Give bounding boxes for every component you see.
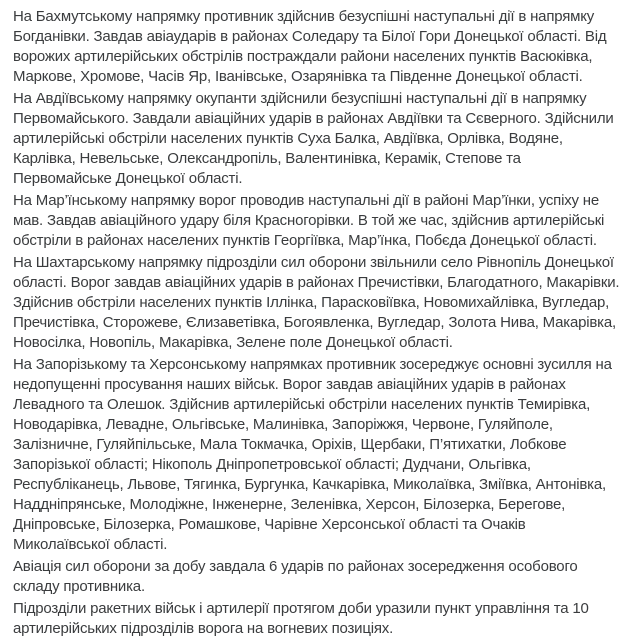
report-paragraph-aviation: Авіація сил оборони за добу завдала 6 ударів по районах зосередження особового складу противника. (13, 558, 578, 595)
report-paragraph-shakhtarsk: На Шахтарському напрямку підрозділи сил оборони звільнили село Рівнопіль Донецької області. Ворог завдав авіаційних ударів в районах Пречистівки, Благодатного, Макарівки. Здійснив обстріли населених пунктів Іллінка, Парасковіївка, Новомихайлівка, Вугледар, Пречистівка, Сторожеве, Єлизаветівка, Богоявленка, Вугледар, Золота Нива, Макарівка, Новосілка, Новопіль, Макарівка, Зелене поле Донецької області. (13, 254, 620, 351)
report-paragraph-missile-artillery: Підрозділи ракетних військ і артилерії протягом доби уразили пункт управління та 10 артилерійських підрозділів ворога на вогневих позиціях. (13, 600, 589, 637)
report-paragraph-zaporizhzhia-kherson: На Запорізькому та Херсонському напрямках противник зосереджує основні зусилля на недопущенні просування наших військ. Ворог завдав авіаційних ударів в районах Левадного та Олешок. Здійснив артилерійські обстріли населених пунктів Темирівка, Новодарівка, Левадне, Ольгівське, Малинівка, Запоріжжя, Червоне, Гуляйполе, Залізничне, Гуляйпільське, Мала Токмачка, Оріхів, Щербаки, П’ятихатки, Лобкове Запорізької області; Нікополь Дніпропетровської області; Дудчани, Ольгівка, Республіканець, Львове, Тягинка, Бургунка, Качкарівка, Миколаївка, Зміївка, Антонівка, Наддніпрянське, Молодіжне, Інженерне, Зеленівка, Херсон, Білозерка, Берегове, Дніпровське, Білозерка, Ромашкове, Чарівне Херсонської області та Очаків Миколаївської області. (13, 356, 612, 553)
report-paragraph-bakhmut: На Бахмутському напрямку противник здійснив безуспішні наступальні дії в напрямку Богданівки. Завдав авіаударів в районах Соледару та Білої Гори Донецької області. Від ворожих артилерійських обстрілів постраждали райони населених пунктів Васюківка, Маркове, Хромове, Часів Яр, Іванівське, Озарянівка та Південне Донецької області. (13, 8, 607, 85)
report-paragraph-avdiivka: На Авдіївському напрямку окупанти здійснили безуспішні наступальні дії в напрямку Первомайського. Завдали авіаційних ударів в районах Авдіївки та Сєверного. Здійснили артилерійські обстріли населених пунктів Суха Балка, Авдіївка, Орлівка, Водяне, Карлівка, Невельське, Олександропіль, Валентинівка, Керамік, Степове та Первомайське Донецької області. (13, 90, 614, 187)
report-paragraph-marinka: На Мар’їнському напрямку ворог проводив наступальні дії в районі Мар’їнки, успіху не мав. Завдав авіаційного удару біля Красногорівки. В той же час, здійснив артилерійські обстріли в районах населених пунктів Георгіївка, Мар’їнка, Побєда Донецької області. (13, 192, 605, 249)
